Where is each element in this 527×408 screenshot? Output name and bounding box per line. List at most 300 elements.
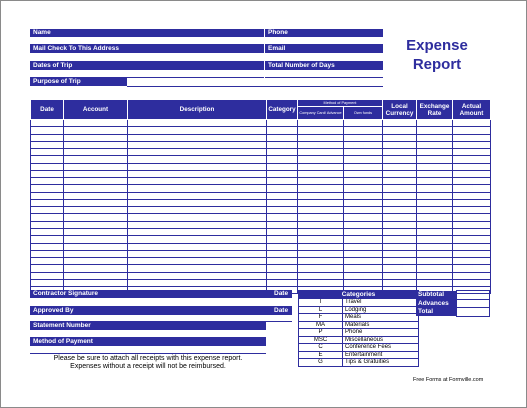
table-cell[interactable] [383,178,417,185]
table-cell[interactable] [298,214,344,221]
approved-by-field[interactable] [30,315,292,322]
table-row [31,156,491,163]
table-cell[interactable] [344,258,383,265]
table-cell[interactable] [267,265,298,272]
table-cell[interactable] [128,163,267,170]
statement-number-field[interactable] [30,330,266,338]
receipt-note-line-2: Expenses without a receipt will not be reimbursed. [70,363,226,370]
table-cell[interactable] [31,243,64,250]
table-cell[interactable] [298,250,344,257]
table-cell[interactable] [383,272,417,279]
table-cell[interactable] [267,228,298,235]
table-cell[interactable] [298,265,344,272]
table-cell[interactable] [344,178,383,185]
table-cell[interactable] [31,236,64,243]
table-cell[interactable] [267,120,298,127]
table-cell[interactable] [298,149,344,156]
table-cell[interactable] [31,214,64,221]
table-row [31,279,491,286]
table-cell[interactable] [344,156,383,163]
table-cell[interactable] [31,127,64,134]
table-cell[interactable] [298,243,344,250]
table-cell[interactable] [383,258,417,265]
table-cell[interactable] [128,221,267,228]
table-row [31,149,491,156]
table-cell[interactable] [298,170,344,177]
header-local-currency: Local Currency [383,100,417,120]
table-row [31,199,491,206]
table-cell[interactable] [31,170,64,177]
table-row [31,134,491,141]
table-cell[interactable] [267,185,298,192]
table-cell[interactable] [128,199,267,206]
table-cell[interactable] [453,258,491,265]
table-cell[interactable] [453,228,491,235]
table-cell[interactable] [64,258,128,265]
table-cell[interactable] [298,163,344,170]
phone-field[interactable] [265,37,383,45]
table-cell[interactable] [417,127,453,134]
table-cell[interactable] [417,163,453,170]
mail-address-field[interactable] [30,53,264,62]
table-cell[interactable] [344,141,383,148]
header-own-funds: Own funds [344,107,383,120]
table-cell[interactable] [31,156,64,163]
table-row [31,228,491,235]
table-cell[interactable] [344,134,383,141]
table-cell[interactable] [453,279,491,286]
table-cell[interactable] [64,279,128,286]
table-cell[interactable] [344,228,383,235]
name-label: Name [30,29,264,37]
table-cell[interactable] [31,178,64,185]
table-cell[interactable] [267,199,298,206]
table-cell[interactable] [64,243,128,250]
table-cell[interactable] [383,170,417,177]
table-cell[interactable] [267,279,298,286]
table-cell[interactable] [64,214,128,221]
category-name: Tips & Gratuities [343,359,419,367]
table-cell[interactable] [128,141,267,148]
table-cell[interactable] [267,207,298,214]
total-value[interactable] [456,308,489,317]
table-cell[interactable] [453,127,491,134]
table-cell[interactable] [31,141,64,148]
table-row [31,185,491,192]
email-label: Email [265,45,383,53]
table-cell[interactable] [267,134,298,141]
contractor-signature-field[interactable] [30,298,292,307]
table-cell[interactable] [64,272,128,279]
table-cell[interactable] [298,178,344,185]
table-cell[interactable] [453,243,491,250]
table-cell[interactable] [64,221,128,228]
table-cell[interactable] [344,221,383,228]
table-cell[interactable] [128,156,267,163]
category-code: C [299,344,343,352]
table-cell[interactable] [64,265,128,272]
header-category: Category [267,100,298,120]
table-cell[interactable] [64,134,128,141]
dates-of-trip-field[interactable] [30,70,264,78]
table-cell[interactable] [64,149,128,156]
table-cell[interactable] [383,192,417,199]
table-row [31,192,491,199]
category-code: P [299,329,343,337]
table-cell[interactable] [417,149,453,156]
table-cell[interactable] [128,170,267,177]
table-cell[interactable] [31,120,64,127]
table-cell[interactable] [31,185,64,192]
table-cell[interactable] [298,199,344,206]
date-label-1: Date [274,290,289,297]
table-row [31,272,491,279]
category-row [299,299,419,307]
purpose-field[interactable] [127,78,383,87]
table-cell[interactable] [64,250,128,257]
table-cell[interactable] [453,192,491,199]
table-cell[interactable] [31,199,64,206]
expense-table [30,99,491,294]
table-cell[interactable] [383,214,417,221]
table-cell[interactable] [64,185,128,192]
table-cell[interactable] [128,120,267,127]
table-cell[interactable] [453,185,491,192]
advances-value[interactable] [456,299,489,308]
table-cell[interactable] [344,236,383,243]
method-of-payment-field[interactable] [30,346,266,354]
table-row [31,236,491,243]
totals-table [416,290,490,317]
table-cell[interactable] [344,279,383,286]
table-cell[interactable] [267,236,298,243]
table-cell[interactable] [453,163,491,170]
table-cell[interactable] [417,141,453,148]
table-cell[interactable] [128,265,267,272]
table-row [31,243,491,250]
approved-by-text: Approved By [33,307,74,314]
category-row [299,306,419,314]
table-cell[interactable] [417,279,453,286]
table-cell[interactable] [64,192,128,199]
table-cell[interactable] [383,207,417,214]
table-cell[interactable] [64,156,128,163]
table-cell[interactable] [344,192,383,199]
dates-of-trip-label: Dates of Trip [30,62,264,70]
table-cell[interactable] [31,221,64,228]
total-days-label: Total Number of Days [265,62,383,70]
table-cell[interactable] [383,243,417,250]
table-cell[interactable] [128,250,267,257]
table-cell[interactable] [417,250,453,257]
category-row [299,329,419,337]
total-label: Total [416,308,456,317]
method-of-payment-label: Method of Payment [30,338,266,346]
category-code: L [299,306,343,314]
table-row [31,207,491,214]
table-cell[interactable] [344,170,383,177]
table-cell[interactable] [453,178,491,185]
header-method-of-payment: Method of Payment [298,100,383,107]
table-cell[interactable] [298,272,344,279]
table-cell[interactable] [298,221,344,228]
table-cell[interactable] [453,272,491,279]
table-row [31,265,491,272]
table-cell[interactable] [31,192,64,199]
table-cell[interactable] [417,156,453,163]
title-line-1: Expense [406,37,468,54]
table-cell[interactable] [298,279,344,286]
table-cell[interactable] [344,199,383,206]
table-cell[interactable] [267,243,298,250]
table-cell[interactable] [267,170,298,177]
mail-check-label: Mail Check To This Address [30,45,264,53]
table-cell[interactable] [383,221,417,228]
table-cell[interactable] [267,221,298,228]
phone-label: Phone [265,29,383,37]
table-cell[interactable] [31,279,64,286]
category-name: Materials [343,321,419,329]
table-cell[interactable] [128,243,267,250]
category-code: T [299,299,343,307]
total-days-field[interactable] [265,70,383,78]
table-cell[interactable] [383,265,417,272]
table-cell[interactable] [267,250,298,257]
name-field[interactable] [30,37,264,45]
table-cell[interactable] [344,214,383,221]
table-cell[interactable] [383,199,417,206]
table-cell[interactable] [64,178,128,185]
table-cell[interactable] [267,192,298,199]
table-cell[interactable] [31,207,64,214]
credit-text: Free Forms at Formville.com [413,377,484,383]
table-cell[interactable] [298,156,344,163]
table-cell[interactable] [31,228,64,235]
table-cell[interactable] [64,199,128,206]
category-name: Travel [343,299,419,307]
table-cell[interactable] [31,265,64,272]
table-cell[interactable] [344,250,383,257]
table-cell[interactable] [267,149,298,156]
table-cell[interactable] [453,134,491,141]
table-cell[interactable] [31,149,64,156]
header-company-card: Company Card/ Advance [298,107,344,120]
category-code: E [299,351,343,359]
subtotal-label: Subtotal [416,291,456,300]
table-cell[interactable] [128,192,267,199]
table-cell[interactable] [383,185,417,192]
table-cell[interactable] [417,170,453,177]
table-cell[interactable] [298,228,344,235]
table-cell[interactable] [298,185,344,192]
table-cell[interactable] [453,221,491,228]
table-cell[interactable] [267,258,298,265]
table-row [31,127,491,134]
table-cell[interactable] [31,250,64,257]
table-cell[interactable] [128,149,267,156]
header-date: Date [31,100,64,120]
table-cell[interactable] [298,236,344,243]
table-cell[interactable] [298,207,344,214]
table-cell[interactable] [383,156,417,163]
table-cell[interactable] [417,120,453,127]
table-cell[interactable] [128,185,267,192]
table-cell[interactable] [267,163,298,170]
table-cell[interactable] [383,149,417,156]
table-cell[interactable] [453,156,491,163]
advances-label: Advances [416,299,456,308]
table-cell[interactable] [128,214,267,221]
table-row [31,258,491,265]
category-name: Meals [343,314,419,322]
table-cell[interactable] [267,127,298,134]
category-name: Entertainment [343,351,419,359]
table-cell[interactable] [417,258,453,265]
table-cell[interactable] [298,141,344,148]
table-cell[interactable] [298,258,344,265]
table-cell[interactable] [417,214,453,221]
table-cell[interactable] [453,120,491,127]
table-cell[interactable] [417,192,453,199]
table-cell[interactable] [417,134,453,141]
table-cell[interactable] [31,258,64,265]
table-cell[interactable] [383,134,417,141]
receipt-note-line-1: Please be sure to attach all receipts with this expense report. [53,355,243,362]
table-cell[interactable] [267,141,298,148]
table-cell[interactable] [417,185,453,192]
table-cell[interactable] [417,272,453,279]
table-cell[interactable] [267,272,298,279]
table-cell[interactable] [31,134,64,141]
table-cell[interactable] [298,120,344,127]
category-row [299,344,419,352]
table-cell[interactable] [344,185,383,192]
table-cell[interactable] [128,272,267,279]
table-cell[interactable] [344,265,383,272]
table-cell[interactable] [453,207,491,214]
table-cell[interactable] [453,149,491,156]
table-cell[interactable] [64,228,128,235]
table-cell[interactable] [344,120,383,127]
table-cell[interactable] [383,279,417,286]
table-cell[interactable] [417,221,453,228]
table-cell[interactable] [128,258,267,265]
table-row [31,214,491,221]
approved-by-label [30,307,292,315]
table-cell[interactable] [417,243,453,250]
table-row [31,178,491,185]
table-cell[interactable] [344,243,383,250]
table-cell[interactable] [383,120,417,127]
category-name: Lodging [343,306,419,314]
statement-number-label: Statement Number [30,322,266,330]
table-cell[interactable] [298,134,344,141]
table-cell[interactable] [344,207,383,214]
table-row [31,221,491,228]
category-code: MSC [299,336,343,344]
table-cell[interactable] [31,272,64,279]
table-cell[interactable] [417,199,453,206]
table-cell[interactable] [383,236,417,243]
categories-table [298,290,419,367]
table-cell[interactable] [64,127,128,134]
purpose-label: Purpose of Trip [30,78,127,86]
table-cell[interactable] [417,236,453,243]
header-account: Account [64,100,128,120]
table-cell[interactable] [383,250,417,257]
category-code: F [299,314,343,322]
table-cell[interactable] [453,199,491,206]
table-cell[interactable] [383,163,417,170]
table-cell[interactable] [417,228,453,235]
table-cell[interactable] [453,265,491,272]
table-cell[interactable] [128,279,267,286]
table-cell[interactable] [298,127,344,134]
table-cell[interactable] [64,120,128,127]
table-cell[interactable] [128,127,267,134]
category-row [299,314,419,322]
table-cell[interactable] [344,149,383,156]
table-cell[interactable] [128,178,267,185]
category-row [299,336,419,344]
header-exchange-rate: Exchange Rate [417,100,453,120]
table-cell[interactable] [417,207,453,214]
table-cell[interactable] [453,236,491,243]
category-name: Conference Fees [343,344,419,352]
table-cell[interactable] [344,127,383,134]
table-cell[interactable] [128,134,267,141]
subtotal-value[interactable] [456,291,489,300]
categories-header: Categories [299,291,419,299]
table-cell[interactable] [64,207,128,214]
table-cell[interactable] [128,236,267,243]
table-cell[interactable] [64,236,128,243]
date-label-2: Date [274,307,289,314]
table-cell[interactable] [453,250,491,257]
category-name: Phone [343,329,419,337]
category-code: G [299,359,343,367]
table-cell[interactable] [267,156,298,163]
table-cell[interactable] [128,228,267,235]
table-cell[interactable] [31,163,64,170]
table-cell[interactable] [417,178,453,185]
title-line-2: Report [412,56,462,73]
category-row [299,351,419,359]
table-cell[interactable] [267,214,298,221]
table-cell[interactable] [383,141,417,148]
table-cell[interactable] [298,192,344,199]
category-row [299,321,419,329]
table-cell[interactable] [417,265,453,272]
table-cell[interactable] [383,228,417,235]
table-cell[interactable] [383,127,417,134]
table-cell[interactable] [128,207,267,214]
category-code: MA [299,321,343,329]
table-row [31,250,491,257]
table-cell[interactable] [453,141,491,148]
table-cell[interactable] [64,163,128,170]
table-cell[interactable] [453,170,491,177]
header-description: Description [128,100,267,120]
table-cell[interactable] [453,214,491,221]
table-cell[interactable] [267,178,298,185]
email-field[interactable] [265,53,383,62]
table-cell[interactable] [64,170,128,177]
table-cell[interactable] [344,163,383,170]
table-cell[interactable] [64,141,128,148]
header-actual-amount: Actual Amount [453,100,491,120]
table-cell[interactable] [344,272,383,279]
